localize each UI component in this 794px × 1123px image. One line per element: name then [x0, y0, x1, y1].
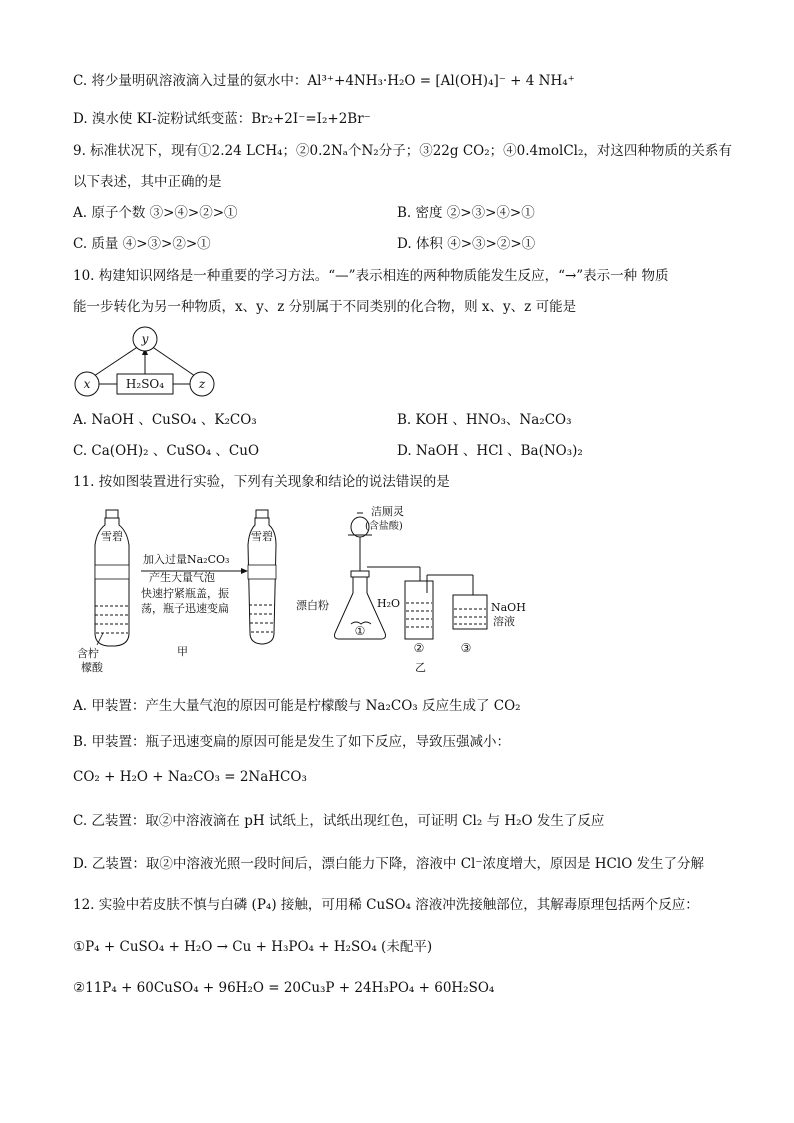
naoh-solution-label: 溶液: [493, 615, 515, 628]
beaker-number-3: ③: [460, 641, 472, 655]
option-8d: D. 溴水使 KI-淀粉试纸变蓝：Br₂+2I⁻=I₂+2Br⁻: [73, 111, 371, 127]
step-bottle-flattens: 荡，瓶子迅速变扁: [141, 602, 229, 615]
step-bubbles: 产生大量气泡: [149, 571, 215, 584]
node-x-label: x: [83, 377, 91, 391]
water-label: H₂O: [377, 597, 401, 610]
apparatus-jia-label: 甲: [177, 645, 188, 658]
lemon-acid-label-2: 檬酸: [81, 661, 103, 674]
naoh-label: NaOH: [491, 601, 526, 614]
bottle-number-2: ②: [413, 641, 425, 655]
option-8c: C. 将少量明矾溶液滴入过量的氨水中：Al³⁺+4NH₃·H₂O = [Al(OH)₄]⁻ + 4 NH₄⁺: [73, 73, 575, 89]
flask-number-1: ①: [354, 624, 366, 638]
option-9b: B. 密度 ②>③>④>①: [397, 205, 535, 221]
option-10c: C. Ca(OH)₂ 、CuSO₄ 、CuO: [73, 443, 260, 459]
question-11: 11. 按如图装置进行实验，下列有关现象和结论的说法错误的是: [73, 474, 450, 490]
lemon-acid-label-1: 含柠: [77, 647, 99, 660]
option-10d: D. NaOH 、HCl 、Ba(NO₃)₂: [397, 443, 583, 459]
question-12: 12. 实验中若皮肤不慎与白磷 (P₄) 接触，可用稀 CuSO₄ 溶液冲洗接触部位，其解毒原理包括两个反应：: [73, 897, 699, 913]
experiment-figure: [75, 505, 535, 677]
bottle1-label: 雪碧: [101, 530, 123, 543]
toilet-cleaner-hcl-label: (含盐酸): [365, 521, 403, 532]
option-11c: C. 乙装置：取②中溶液滴在 pH 试纸上，试纸出现红色，可证明 Cl₂ 与 H₂O 发生了反应: [73, 813, 605, 829]
question-9-line1: 9. 标准状况下，现有①2.24 LCH₄；②0.2Nₐ个N₂分子；③22g CO₂；④0.4molCl₂，对这四种物质的关系有: [73, 143, 732, 159]
step-tighten-cap: 快速拧紧瓶盖，振: [141, 587, 229, 600]
toilet-cleaner-label: 洁厕灵: [371, 505, 404, 518]
step-add-na2co3: 加入过量Na₂CO₃: [143, 553, 230, 566]
question-10-line1: 10. 构建知识网络是一种重要的学习方法。“—”表示相连的两种物质能发生反应，“→”表示一种 物质: [73, 268, 669, 284]
option-11d: D. 乙装置：取②中溶液光照一段时间后，漂白能力下降，溶液中 Cl⁻浓度增大，原因是 HClO 发生了分解: [73, 856, 705, 872]
option-9a: A. 原子个数 ③>④>②>①: [73, 205, 238, 221]
option-9d: D. 体积 ④>③>②>①: [397, 236, 536, 252]
option-11a: A. 甲装置：产生大量气泡的原因可能是柠檬酸与 Na₂CO₃ 反应生成了 CO₂: [73, 698, 521, 714]
bleach-powder-label: 漂白粉: [296, 599, 329, 612]
apparatus-yi-label: 乙: [415, 661, 426, 674]
bottle2-label: 雪碧: [251, 530, 273, 543]
reaction-2: ②11P₄ + 60CuSO₄ + 96H₂O = 20Cu₃P + 24H₃PO₄ + 60H₂SO₄: [73, 980, 495, 996]
option-9c: C. 质量 ④>③>②>①: [73, 236, 211, 252]
node-z-label: z: [198, 377, 206, 391]
flask-apparatus: [335, 513, 488, 639]
option-10b: B. KOH 、HNO₃、Na₂CO₃: [397, 412, 572, 428]
sulfuric-acid-label: H₂SO₄: [125, 377, 165, 391]
question-10-line2: 能一步转化为另一种物质，x、y、z 分别属于不同类别的化合物，则 x、y、z 可能是: [73, 299, 577, 315]
option-11b: B. 甲装置：瓶子迅速变扁的原因可能是发生了如下反应，导致压强减小：: [73, 734, 511, 750]
option-11b-equation: CO₂ + H₂O + Na₂CO₃ = 2NaHCO₃: [73, 769, 307, 785]
node-y-label: y: [141, 332, 149, 346]
reaction-1: ①P₄ + CuSO₄ + H₂O → Cu + H₃PO₄ + H₂SO₄ (未配平): [73, 939, 433, 955]
question-9-line2: 以下表述，其中正确的是: [73, 174, 222, 190]
reaction-network-diagram: [70, 326, 230, 402]
option-10a: A. NaOH 、CuSO₄ 、K₂CO₃: [73, 412, 257, 428]
